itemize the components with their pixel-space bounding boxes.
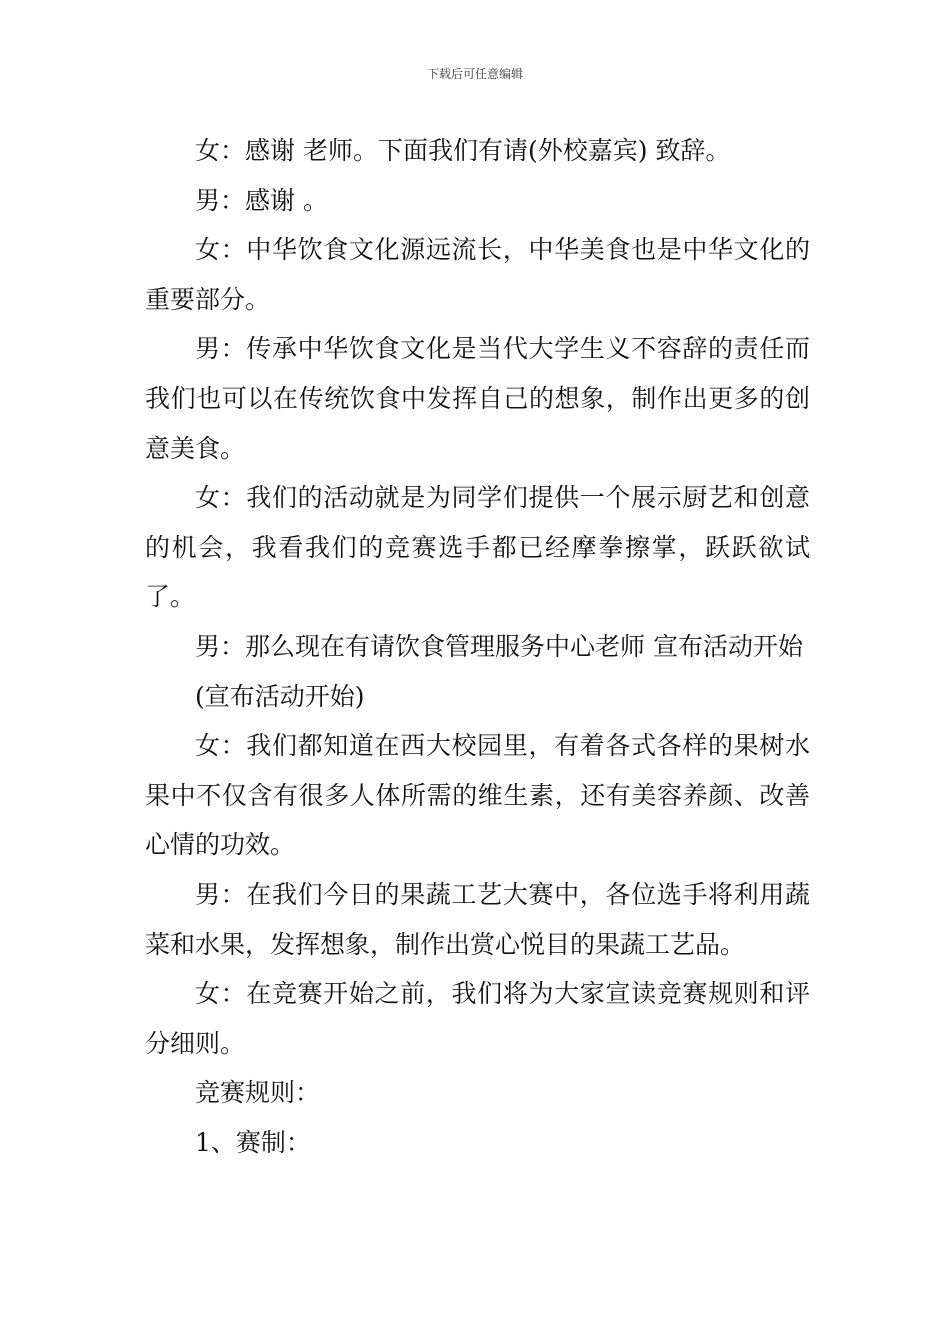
paragraph: (宣布活动开始) xyxy=(195,681,365,711)
list-item: 1、赛制： xyxy=(195,1127,311,1157)
paragraph: 女：我们的活动就是为同学们提供一个展示厨艺和创意的机会，我看我们的竞赛选手都已经摩拳擦掌，跃跃欲试了。 xyxy=(145,483,810,612)
paragraph: 女：在竞赛开始之前，我们将为大家宣读竞赛规则和评分细则。 xyxy=(145,979,810,1058)
paragraph: 男：感谢 。 xyxy=(195,185,328,215)
document-body xyxy=(145,126,810,1167)
section-heading: 竞赛规则： xyxy=(195,1078,321,1108)
paragraph: 男：那么现在有请饮食管理服务中心老师 宣布活动开始 xyxy=(195,631,803,661)
page-header: 下载后可任意编辑 xyxy=(426,67,523,81)
paragraph: 男：在我们今日的果蔬工艺大赛中，各位选手将利用蔬菜和水果，发挥想象，制作出赏心悦目的果蔬工艺品。 xyxy=(145,879,810,959)
paragraph: 女：感谢 老师。下面我们有请(外校嘉宾) 致辞。 xyxy=(195,136,731,165)
paragraph: 女：我们都知道在西大校园里，有着各式各样的果树水果中不仅含有很多人体所需的维生素，还有美容养颜、改善心情的功效。 xyxy=(145,731,810,860)
paragraph: 女：中华饮食文化源远流长，中华美食也是中华文化的重要部分。 xyxy=(145,235,810,314)
paragraph: 男：传承中华饮食文化是当代大学生义不容辞的责任而我们也可以在传统饮食中发挥自己的想象，制作出更多的创意美食。 xyxy=(145,334,810,463)
